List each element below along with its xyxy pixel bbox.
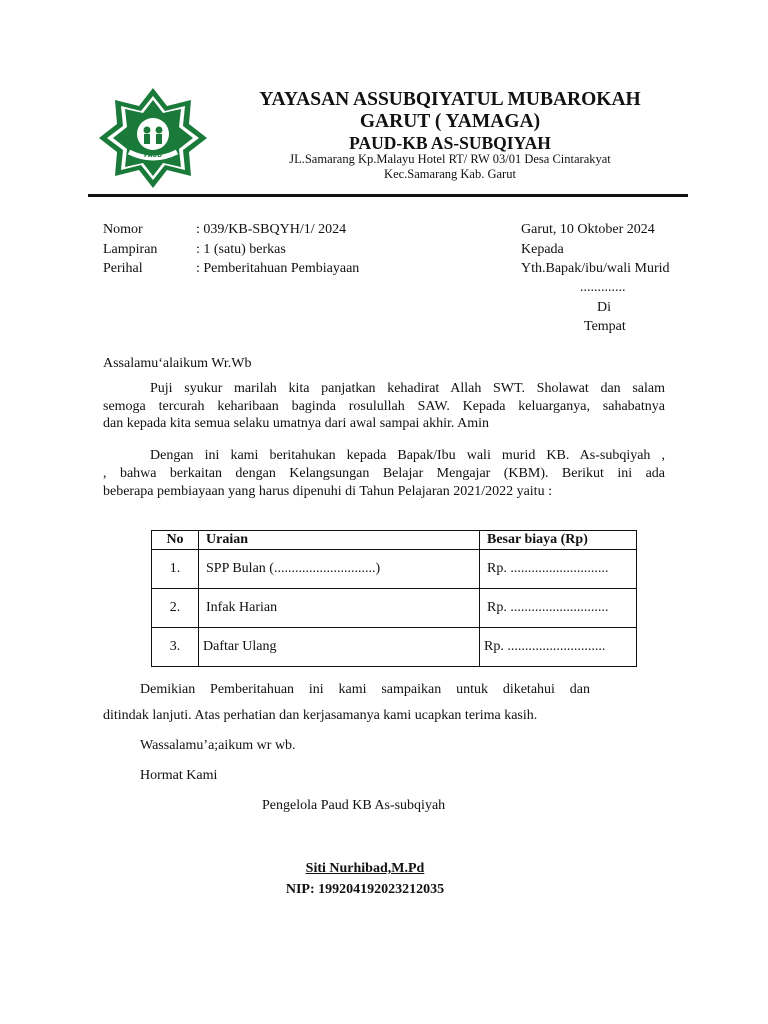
greeting: Assalamu‘alaikum Wr.Wb	[103, 356, 252, 371]
row-uraian: Infak Harian	[199, 589, 480, 628]
table-row	[152, 589, 637, 628]
foundation-name: YAYASAN ASSUBQIYATUL MUBAROKAH	[259, 89, 641, 110]
row-biaya: Rp. ............................	[480, 550, 637, 589]
recipient-line-5: Tempat	[584, 319, 626, 334]
lampiran-label: Lampiran	[103, 242, 158, 257]
recipient-line-3: .............	[580, 280, 626, 295]
closing-line-2: ditindak lanjuti. Atas perhatian dan kerjasamanya kami ucapkan terima kasih.	[103, 708, 538, 723]
recipient-line-1: Kepada	[521, 242, 564, 257]
recipient-line-2: Yth.Bapak/ibu/wali Murid	[521, 261, 670, 276]
hormat-kami: Hormat Kami	[140, 768, 218, 783]
row-no: 1.	[152, 550, 199, 589]
place-date: Garut, 10 Oktober 2024	[521, 222, 655, 237]
row-no: 3.	[152, 628, 199, 667]
table-row	[152, 550, 637, 589]
header-uraian: Uraian	[199, 531, 480, 550]
signer-name: Siti Nurhibad,M.Pd	[305, 861, 425, 876]
row-uraian: SPP Bulan (.............................)	[199, 550, 480, 589]
address-line-1: JL.Samarang Kp.Malayu Hotel RT/ RW 03/01 Desa Cintarakyat	[289, 152, 611, 166]
table-row	[152, 628, 637, 667]
fee-table	[151, 530, 637, 667]
paragraph-2-line-3: beberapa pembiayaan yang harus dipenuhi di Tahun Pelajaran 2021/2022 yaitu :	[103, 484, 552, 499]
signer-nip: NIP: 199204192023212035	[285, 882, 445, 897]
perihal-value: : Pemberitahuan Pembiayaan	[196, 261, 360, 276]
address-line-2: Kec.Samarang Kab. Garut	[384, 167, 516, 181]
pengelola: Pengelola Paud KB As-subqiyah	[262, 798, 446, 813]
paragraph-1-line-2: semoga tercurah keharibaan baginda rosulullah SAW. Kepada keluarganya, sahabatnya	[103, 399, 665, 414]
school-name: PAUD-KB AS-SUBQIYAH	[349, 133, 551, 153]
paragraph-2-line-1: Dengan ini kami beritahukan kepada Bapak/Ibu wali murid KB. As-subqiyah ,	[150, 448, 665, 463]
row-uraian: Daftar Ulang	[199, 628, 480, 667]
perihal-label: Perihal	[103, 261, 143, 276]
foundation-abbr: GARUT ( YAMAGA)	[359, 111, 541, 132]
row-biaya: Rp. ............................	[480, 589, 637, 628]
closing-salam: Wassalamu’a;aikum wr wb.	[140, 738, 296, 753]
row-biaya: Rp. ............................	[480, 628, 637, 667]
nomor-label: Nomor	[103, 222, 143, 237]
paragraph-1-line-3: dan kepada kita semua selaku umatnya dari awal sampai akhir. Amin	[103, 416, 490, 431]
row-no: 2.	[152, 589, 199, 628]
header-biaya: Besar biaya (Rp)	[480, 531, 637, 550]
header-divider	[88, 194, 688, 197]
table-header-row	[152, 531, 637, 550]
recipient-line-4: Di	[597, 300, 611, 315]
school-logo	[97, 86, 209, 190]
logo-text: PAUD	[143, 152, 163, 159]
nomor-value: : 039/KB-SBQYH/1/ 2024	[196, 222, 347, 237]
header-no: No	[152, 531, 199, 550]
closing-line-1: Demikian Pemberitahuan ini kami sampaikan untuk diketahui dan	[140, 682, 590, 697]
lampiran-value: : 1 (satu) berkas	[196, 242, 286, 257]
paragraph-2-line-2: , bahwa berkaitan dengan Kelangsungan Belajar Mengajar (KBM). Berikut ini ada	[103, 466, 665, 481]
paragraph-1-line-1: Puji syukur marilah kita panjatkan kehadirat Allah SWT. Sholawat dan salam	[150, 381, 665, 396]
